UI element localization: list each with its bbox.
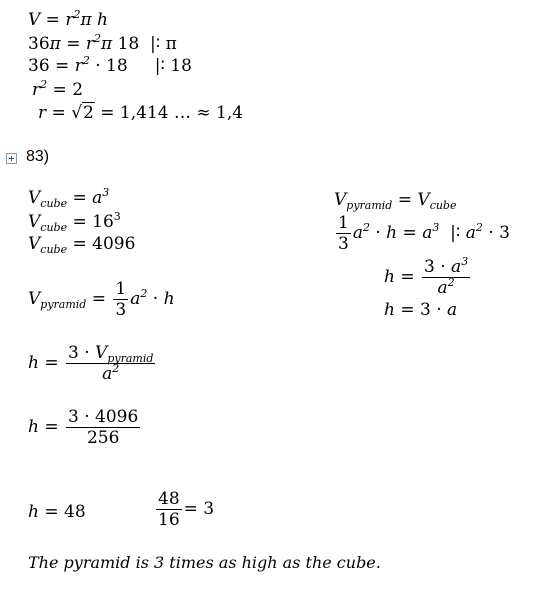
conclusion-text: The pyramid is 3 times as high as the cube. <box>28 553 381 572</box>
equation-h-cube-ratio: h = $\frac{3 \cdot a^3}{a^2}$ <box>384 255 469 298</box>
equation-volume-cylinder: $V = r^2\pi$ h <box>28 8 108 30</box>
equation-h-formula: h = $\frac{3 \cdot V_{pyramid}}{a^2}$ <box>28 343 154 384</box>
equation-r-value: r = √2 = 1,414 … ≈ 1,4 <box>38 103 244 123</box>
problem-number: 83) <box>26 148 50 165</box>
equation-volume-equality: $\frac{1}{3}$ $a^2 \cdot h = a^3$ |∶ $a^2 \cdot 3$ <box>338 213 510 254</box>
equation-ratio: $\frac{48}{16}$ = 3 <box>158 489 215 530</box>
equation-h-equals-3a: h = 3 · a <box>384 300 458 320</box>
equation-h-result: h = 48 <box>28 502 86 522</box>
equation-divide-pi: $36 = r^2 \cdot 18$ |∶ 18 <box>28 54 192 76</box>
equation-cube-volume-16: $V_{cube} = 16^3$ <box>28 210 121 234</box>
equation-pyramid-equals-cube: $V_{pyramid} = V_{cube}$ <box>334 190 457 212</box>
equation-cube-volume-formula: $V_{cube} = a^3$ <box>28 186 110 210</box>
plus-box-icon[interactable] <box>6 153 17 164</box>
equation-r-squared: $r^2 = 2$ <box>32 78 84 100</box>
equation-substitute-36pi: $36\pi = r^2\pi$ 18 |∶ π <box>28 32 177 54</box>
equation-pyramid-volume-formula: $V_{pyramid}$ = $\frac{1}{3}$ $a^2 \cdot h$ <box>28 279 175 320</box>
equation-h-substituted: h = $\frac{3 \cdot 4096}{256}$ <box>28 407 139 448</box>
equation-cube-volume-4096: $V_{cube} = 4096$ <box>28 234 136 256</box>
